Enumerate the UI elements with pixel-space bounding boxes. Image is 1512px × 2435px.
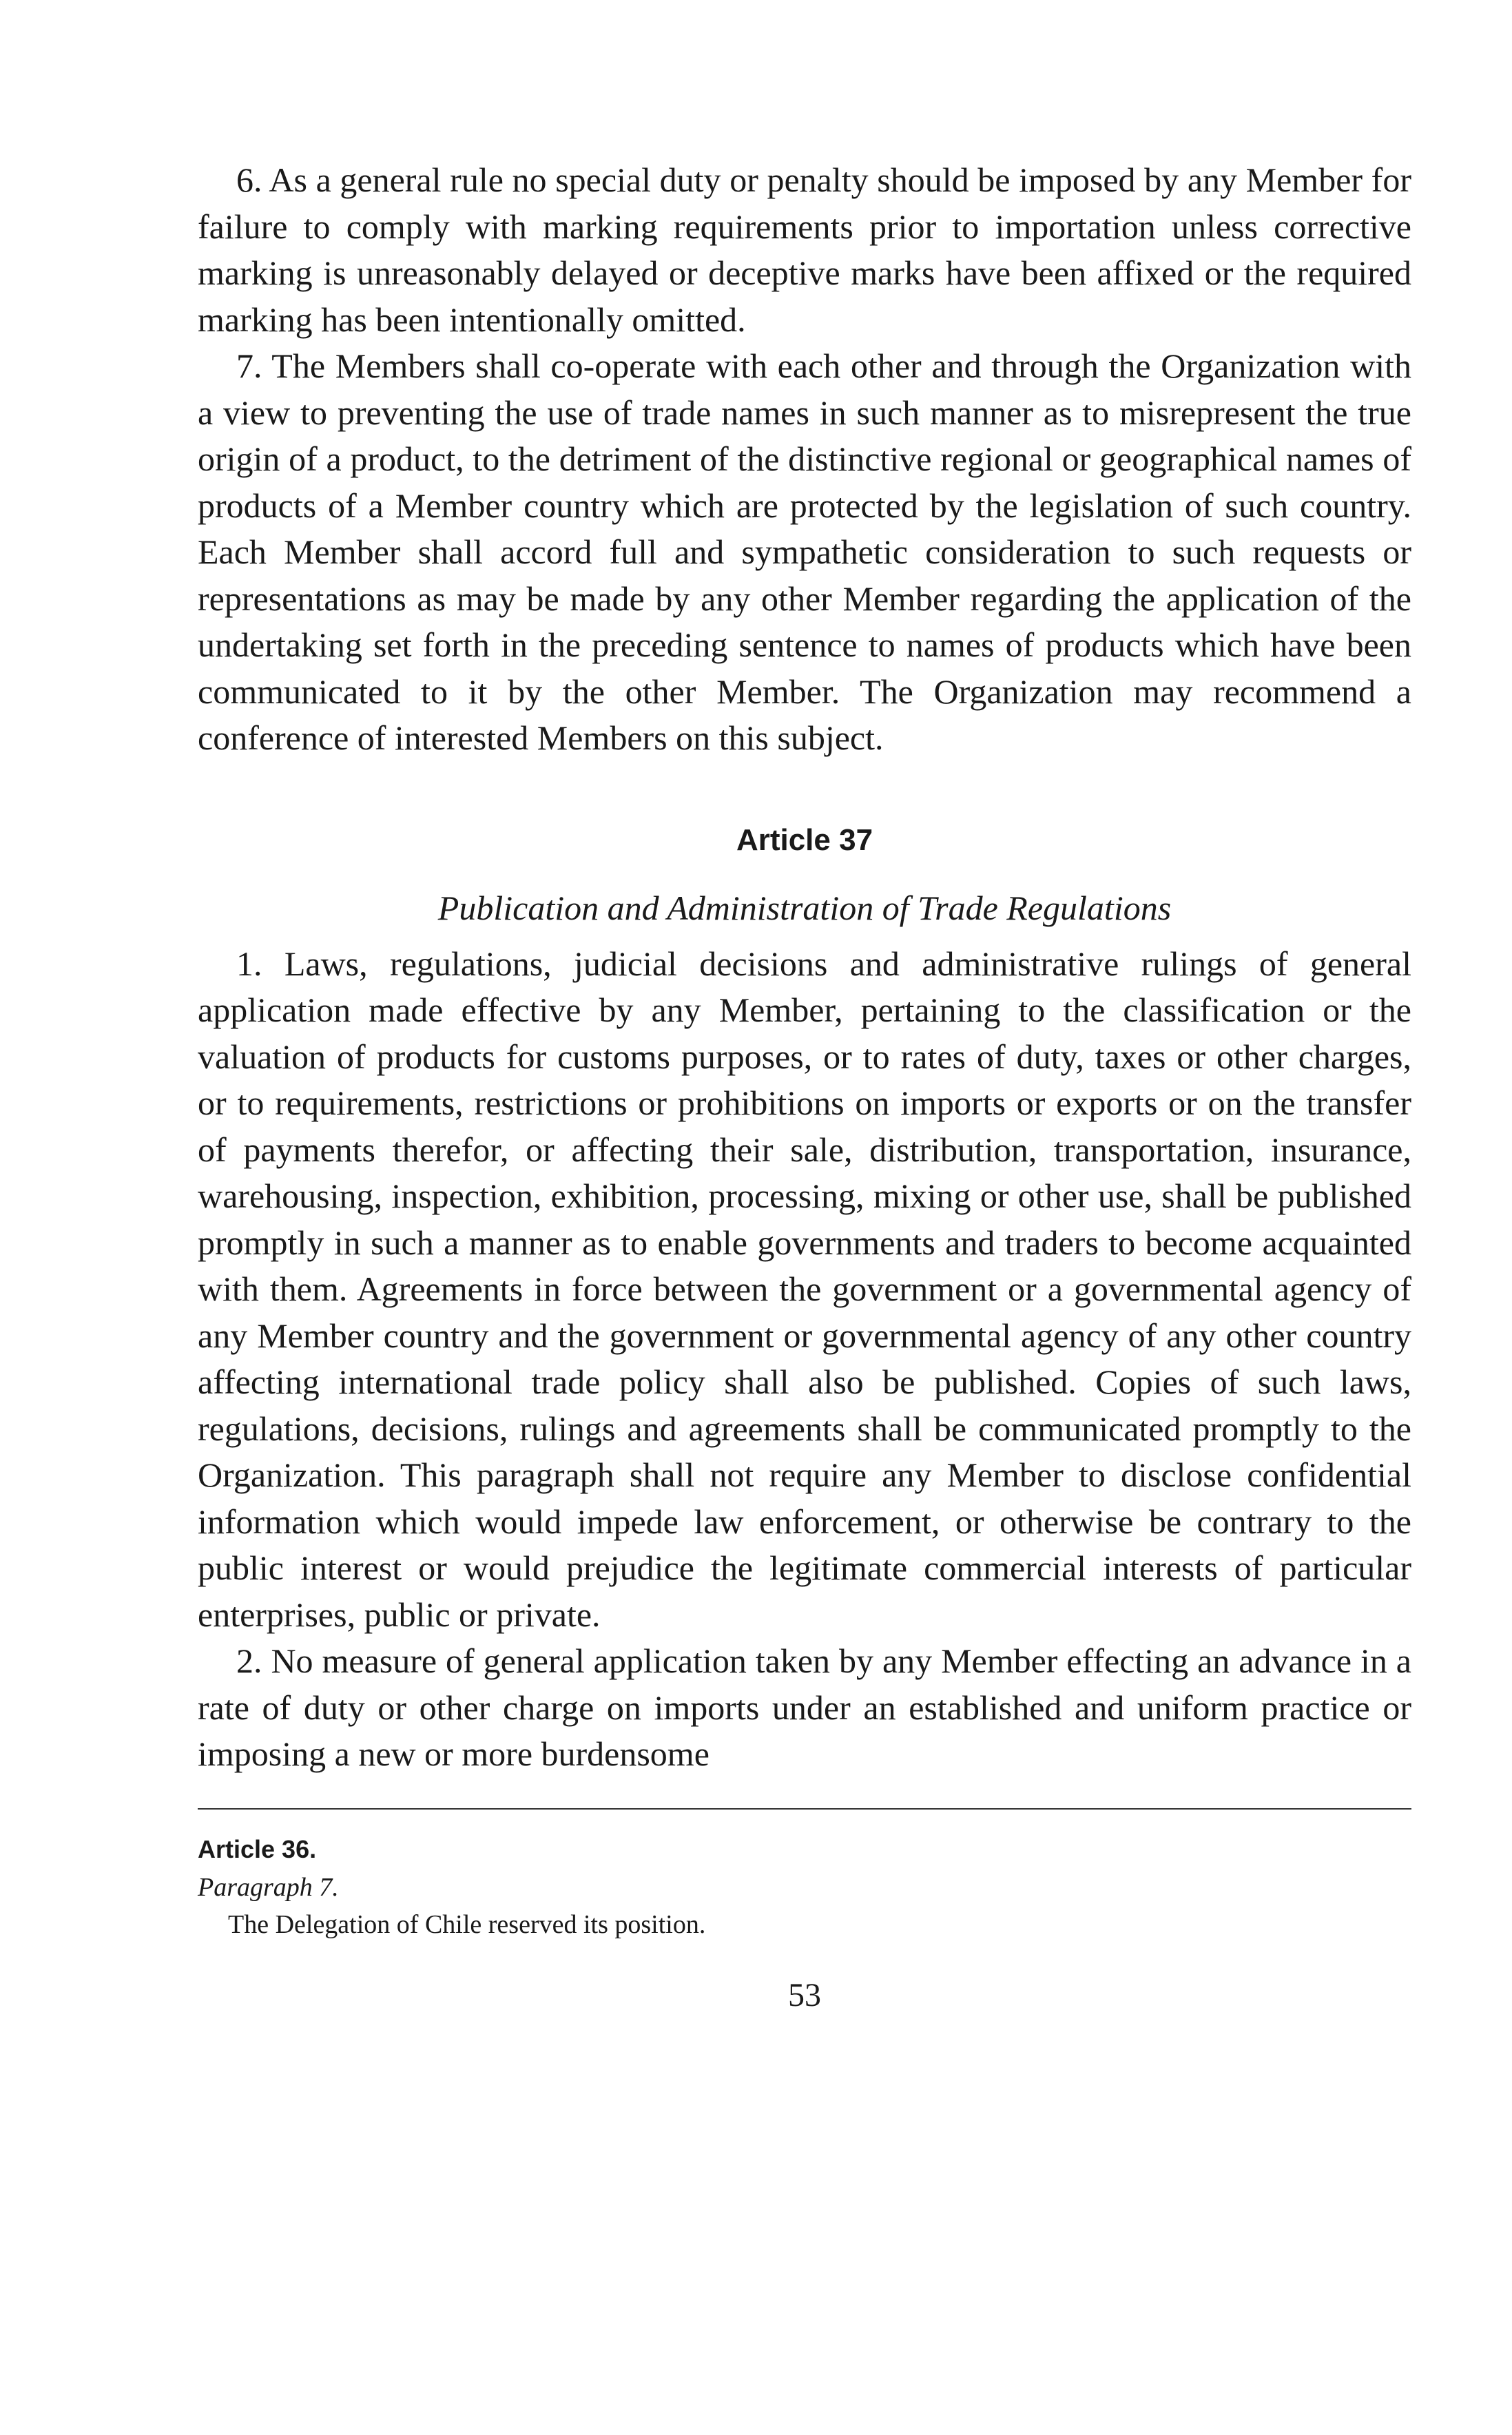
page-number: 53: [788, 1976, 821, 2013]
footnote-divider: [198, 1808, 1411, 1810]
document-page: [198, 157, 1411, 2016]
paragraph-7: 7. The Members shall co-operate with each other and through the Organization with a view to preventing the use of trade names in such manner as to misrepresent the true origin of a product, to the detriment of the distinctive regional or geographical names of products of a Member country which are protected by the legislation of such country. Each Member shall accord full and sympathetic consideration to such requests or representations as may be made by any other Member regarding the application of the undertaking set forth in the preceding sentence to names of products which have been communicated to it by the other Member. The Organization may recommend a conference of interested Members on this subject.: [198, 346, 1411, 757]
paragraph-6: 6. As a general rule no special duty or penalty should be imposed by any Member for failure to comply with marking requirements prior to importation unless corrective marking is unreasonably delayed or deceptive marks have been affixed or the required marking has been intentionally omitted.: [198, 160, 1411, 339]
article-37-paragraph-1: 1. Laws, regulations, judicial decisions and administrative rulings of general application made effective by any Member, pertaining to the classification or the valuation of products for customs purposes, or to rates of duty, taxes or other charges, or to requirements, restrictions or prohibitions on imports or exports or on the transfer of payments therefor, or affecting their sale, distribution, transportation, insurance, warehousing, inspection, exhibition, processing, mixing or other use, shall be published promptly in such a manner as to enable governments and traders to become acquainted with them. Agreements in force between the government or a governmental agency of any Member country and the government or governmental agency of any other country affecting international trade policy shall also be published. Copies of such laws, regulations, decisions, rulings and agreements shall be communicated promptly to the Organization. This paragraph shall not require any Member to disclose confidential information which would impede law enforcement, or otherwise be contrary to the public interest or would prejudice the legitimate commercial interests of particular enterprises, public or private.: [198, 944, 1411, 1634]
footnote-subheading: Paragraph 7.: [198, 1872, 339, 1902]
footnote-text: The Delegation of Chile reserved its position.: [228, 1909, 706, 1939]
article-37-paragraph-2: 2. No measure of general application taken by any Member effecting an advance in a rate of duty or other charge on imports under an established and uniform practice or imposing a new or more burdensome: [198, 1641, 1411, 1773]
article-heading: Article 37: [736, 822, 873, 857]
footnote-heading: Article 36.: [198, 1834, 317, 1863]
article-subtitle: Publication and Administration of Trade Regulations: [437, 888, 1172, 927]
